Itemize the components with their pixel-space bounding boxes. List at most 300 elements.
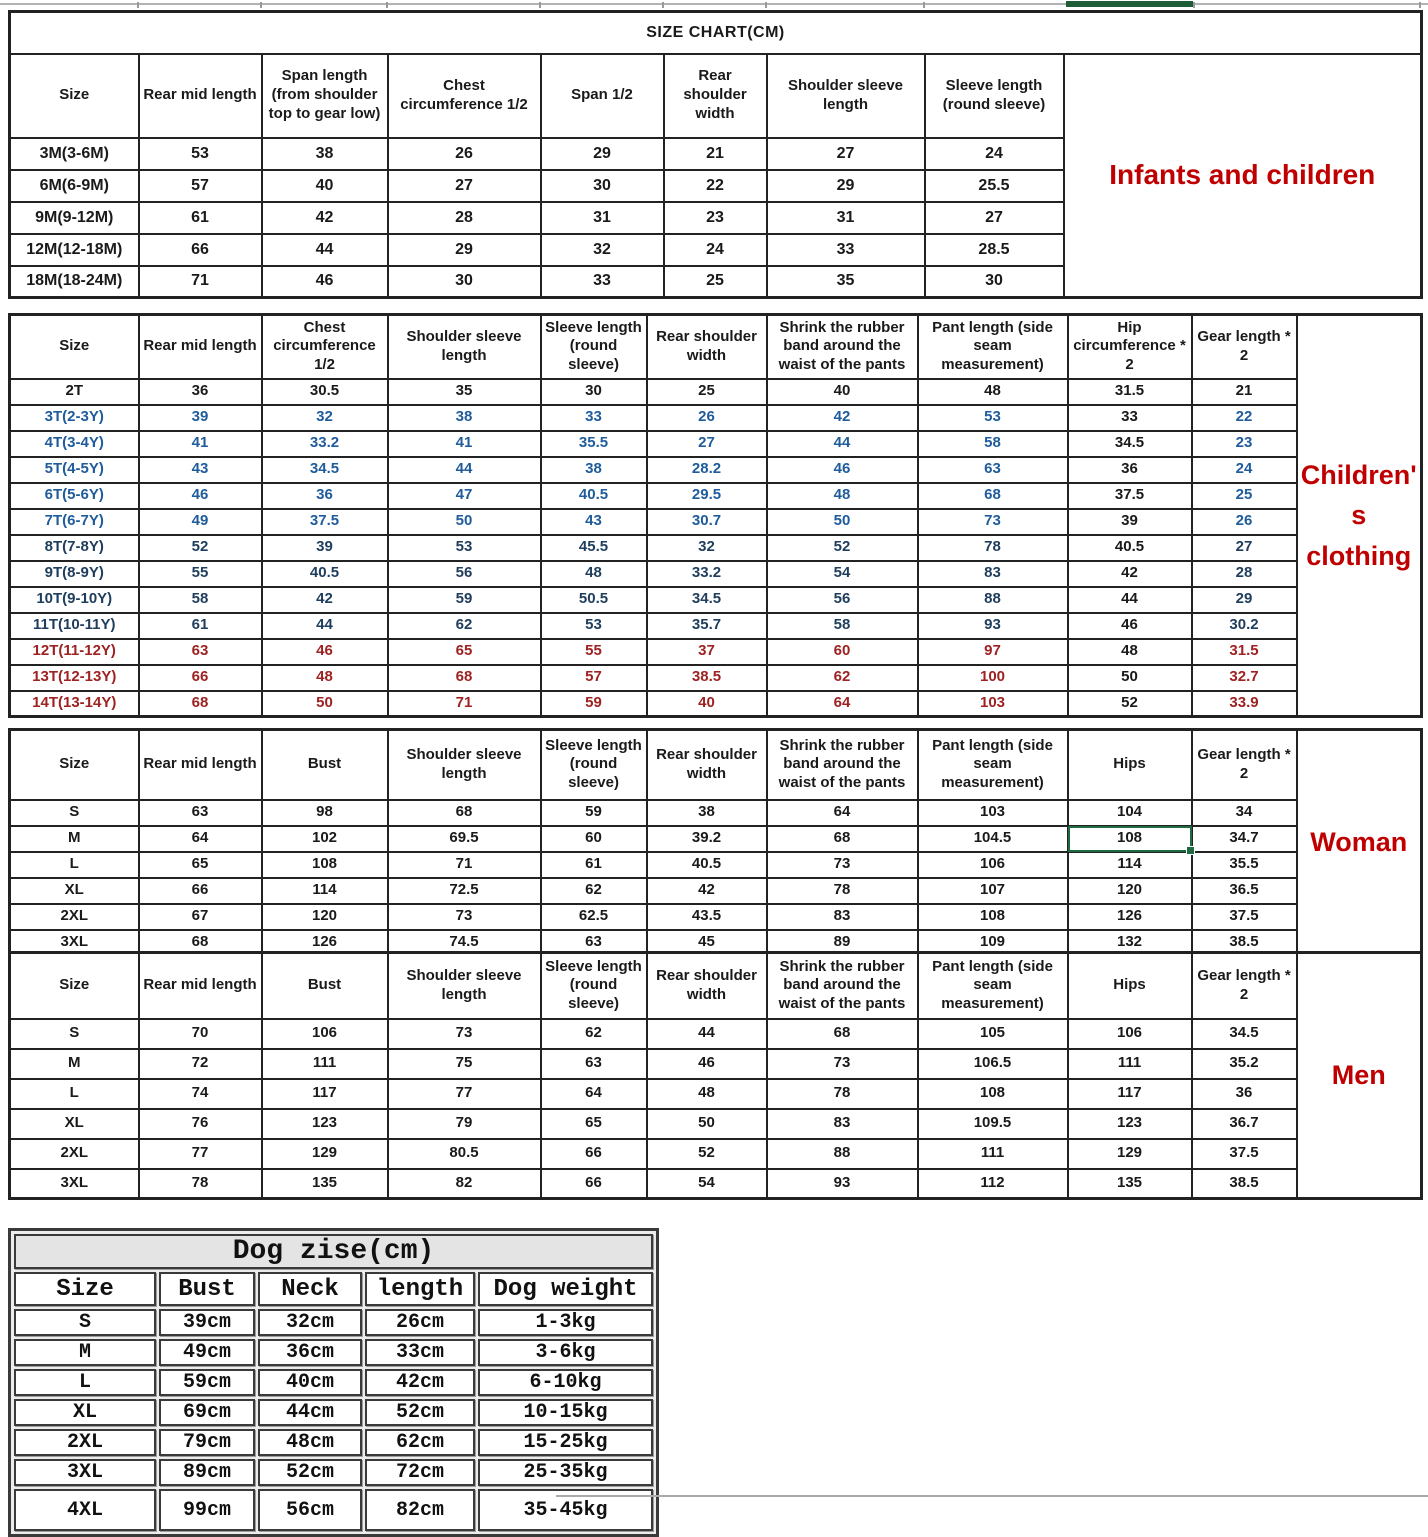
data-cell: 50 <box>647 1109 767 1139</box>
row-size-label: 11T(10-11Y) <box>10 613 139 639</box>
data-cell: 32 <box>541 234 664 266</box>
data-cell: 72.5 <box>388 878 541 904</box>
column-header: Neck <box>258 1272 362 1306</box>
data-cell: 117 <box>262 1079 388 1109</box>
data-cell: 29 <box>1192 587 1297 613</box>
data-cell: 31.5 <box>1192 639 1297 665</box>
data-cell: 62 <box>541 878 647 904</box>
row-size-label: S <box>10 1019 139 1049</box>
data-cell: 60 <box>767 639 918 665</box>
children-size-table <box>8 313 1423 718</box>
data-cell: 34.7 <box>1192 826 1297 852</box>
data-cell: 36.7 <box>1192 1109 1297 1139</box>
column-header: Hip circumference * 2 <box>1068 315 1192 379</box>
data-cell: 38.5 <box>1192 930 1297 956</box>
data-cell: 53 <box>139 138 262 170</box>
data-cell: 46 <box>1068 613 1192 639</box>
data-cell: 68 <box>388 800 541 826</box>
data-cell: 50.5 <box>541 587 647 613</box>
woman-size-table <box>8 728 1423 957</box>
data-cell: 21 <box>664 138 767 170</box>
data-cell: 40.5 <box>262 561 388 587</box>
data-cell: 73 <box>767 852 918 878</box>
data-cell: 72cm <box>365 1459 475 1486</box>
infants-size-table <box>8 10 1423 299</box>
row-size-label: 8T(7-8Y) <box>10 535 139 561</box>
data-cell: 37.5 <box>1192 1139 1297 1169</box>
data-cell: 61 <box>541 852 647 878</box>
data-cell: 88 <box>767 1139 918 1169</box>
column-header: Sleeve length (round sleeve) <box>925 54 1064 138</box>
data-cell: 36cm <box>258 1339 362 1366</box>
data-cell: 74.5 <box>388 930 541 956</box>
row-size-label: 3XL <box>10 930 139 956</box>
row-size-label: S <box>14 1309 156 1336</box>
data-cell: 41 <box>388 431 541 457</box>
data-cell: 68 <box>918 483 1068 509</box>
row-size-label: 5T(4-5Y) <box>10 457 139 483</box>
data-cell: 23 <box>664 202 767 234</box>
data-cell: 103 <box>918 800 1068 826</box>
data-cell: 58 <box>139 587 262 613</box>
data-cell: 104 <box>1068 800 1192 826</box>
table-title: SIZE CHART(CM) <box>10 12 1422 54</box>
data-cell: 40.5 <box>647 852 767 878</box>
data-cell: 30 <box>541 379 647 405</box>
data-cell: 37.5 <box>1068 483 1192 509</box>
data-cell: 68 <box>767 1019 918 1049</box>
data-cell: 32cm <box>258 1309 362 1336</box>
column-tick <box>539 2 541 8</box>
data-cell: 24 <box>925 138 1064 170</box>
data-cell: 123 <box>1068 1109 1192 1139</box>
row-size-label: 3XL <box>10 1169 139 1199</box>
data-cell: 63 <box>541 1049 647 1079</box>
data-cell: 48 <box>767 483 918 509</box>
row-size-label: 3T(2-3Y) <box>10 405 139 431</box>
data-cell: 42 <box>262 587 388 613</box>
column-header: Hips <box>1068 730 1192 800</box>
data-cell: 40cm <box>258 1369 362 1396</box>
data-cell: 59 <box>541 691 647 717</box>
data-cell: 52 <box>139 535 262 561</box>
section-label: Children's clothing <box>1297 315 1422 717</box>
row-size-label: 18M(18-24M) <box>10 266 139 298</box>
row-size-label: 3XL <box>14 1459 156 1486</box>
data-cell: 93 <box>767 1169 918 1199</box>
row-size-label: M <box>10 1049 139 1079</box>
data-cell: 66 <box>139 665 262 691</box>
selected-column-indicator <box>1066 1 1193 7</box>
column-header: Rear shoulder width <box>647 315 767 379</box>
data-cell: 63 <box>139 639 262 665</box>
data-cell: 30 <box>925 266 1064 298</box>
data-cell: 126 <box>262 930 388 956</box>
data-cell: 66 <box>139 234 262 266</box>
data-cell: 68 <box>139 930 262 956</box>
data-cell: 109 <box>918 930 1068 956</box>
data-cell: 64 <box>767 800 918 826</box>
column-header: Shrink the rubber band around the waist of the pants <box>767 730 918 800</box>
data-cell: 53 <box>388 535 541 561</box>
data-cell: 40 <box>262 170 388 202</box>
bottom-gridline <box>556 1495 1428 1497</box>
data-cell: 73 <box>388 904 541 930</box>
data-cell: 63 <box>918 457 1068 483</box>
data-cell: 120 <box>1068 878 1192 904</box>
row-size-label: XL <box>10 1109 139 1139</box>
row-size-label: 14T(13-14Y) <box>10 691 139 717</box>
data-cell: 61 <box>139 613 262 639</box>
column-header: Pant length (side seam measurement) <box>918 730 1068 800</box>
data-cell: 33 <box>541 405 647 431</box>
column-header: Sleeve length (round sleeve) <box>541 315 647 379</box>
data-cell: 65 <box>541 1109 647 1139</box>
data-cell: 61 <box>139 202 262 234</box>
data-cell: 73 <box>767 1049 918 1079</box>
data-cell: 56 <box>767 587 918 613</box>
column-header: Chest circumference 1/2 <box>388 54 541 138</box>
data-cell: 78 <box>918 535 1068 561</box>
data-cell: 32.7 <box>1192 665 1297 691</box>
data-cell: 49cm <box>159 1339 255 1366</box>
data-cell: 54 <box>647 1169 767 1199</box>
row-size-label: 9M(9-12M) <box>10 202 139 234</box>
data-cell: 79cm <box>159 1429 255 1456</box>
data-cell: 38 <box>388 405 541 431</box>
data-cell: 56 <box>388 561 541 587</box>
data-cell: 67 <box>139 904 262 930</box>
data-cell: 66 <box>541 1139 647 1169</box>
data-cell: 93 <box>918 613 1068 639</box>
data-cell: 111 <box>1068 1049 1192 1079</box>
data-cell: 111 <box>262 1049 388 1079</box>
row-size-label: 3M(3-6M) <box>10 138 139 170</box>
data-cell: 82 <box>388 1169 541 1199</box>
column-tick <box>386 2 388 8</box>
row-size-label: 6T(5-6Y) <box>10 483 139 509</box>
data-cell: 69.5 <box>388 826 541 852</box>
data-cell: 36 <box>139 379 262 405</box>
data-cell: 28 <box>388 202 541 234</box>
data-cell: 1-3kg <box>478 1309 653 1336</box>
data-cell: 48 <box>541 561 647 587</box>
data-cell: 64 <box>139 826 262 852</box>
data-cell: 50 <box>1068 665 1192 691</box>
column-header: Shrink the rubber band around the waist of the pants <box>767 315 918 379</box>
data-cell: 50 <box>262 691 388 717</box>
data-cell: 52 <box>647 1139 767 1169</box>
data-cell: 77 <box>388 1079 541 1109</box>
data-cell: 27 <box>647 431 767 457</box>
row-size-label: 7T(6-7Y) <box>10 509 139 535</box>
data-cell: 102 <box>262 826 388 852</box>
data-cell: 39 <box>1068 509 1192 535</box>
data-cell: 30.5 <box>262 379 388 405</box>
data-cell: 52 <box>767 535 918 561</box>
data-cell: 35.5 <box>1192 852 1297 878</box>
data-cell: 99cm <box>159 1489 255 1531</box>
data-cell: 34 <box>1192 800 1297 826</box>
row-size-label: 12M(12-18M) <box>10 234 139 266</box>
data-cell: 34.5 <box>647 587 767 613</box>
row-size-label: 2XL <box>10 1139 139 1169</box>
data-cell: 38 <box>262 138 388 170</box>
data-cell: 123 <box>262 1109 388 1139</box>
data-cell: 73 <box>388 1019 541 1049</box>
row-size-label: 10T(9-10Y) <box>10 587 139 613</box>
data-cell: 33.9 <box>1192 691 1297 717</box>
data-cell: 62 <box>541 1019 647 1049</box>
data-cell: 38 <box>647 800 767 826</box>
data-cell: 88 <box>918 587 1068 613</box>
data-cell: 42 <box>767 405 918 431</box>
data-cell: 48 <box>1068 639 1192 665</box>
column-header: Pant length (side seam measurement) <box>918 953 1068 1019</box>
data-cell: 25-35kg <box>478 1459 653 1486</box>
data-cell: 62.5 <box>541 904 647 930</box>
section-label: Infants and children <box>1064 54 1422 298</box>
data-cell: 64 <box>541 1079 647 1109</box>
data-cell: 36.5 <box>1192 878 1297 904</box>
dog-size-table <box>8 1228 659 1537</box>
column-tick <box>260 2 262 8</box>
data-cell: 43.5 <box>647 904 767 930</box>
data-cell: 48 <box>262 665 388 691</box>
row-size-label: 9T(8-9Y) <box>10 561 139 587</box>
data-cell: 78 <box>767 1079 918 1109</box>
data-cell: 80.5 <box>388 1139 541 1169</box>
data-cell: 40 <box>647 691 767 717</box>
column-header: Rear mid length <box>139 953 262 1019</box>
data-cell: 126 <box>1068 904 1192 930</box>
data-cell: 42cm <box>365 1369 475 1396</box>
data-cell: 21 <box>1192 379 1297 405</box>
data-cell: 33.2 <box>647 561 767 587</box>
row-size-label: L <box>10 852 139 878</box>
data-cell: 63 <box>541 930 647 956</box>
data-cell: 26 <box>388 138 541 170</box>
data-cell: 117 <box>1068 1079 1192 1109</box>
column-header: Size <box>10 54 139 138</box>
data-cell: 44 <box>388 457 541 483</box>
data-cell: 74 <box>139 1079 262 1109</box>
row-size-label: 2XL <box>10 904 139 930</box>
data-cell: 106 <box>918 852 1068 878</box>
data-cell: 57 <box>139 170 262 202</box>
data-cell: 35.2 <box>1192 1049 1297 1079</box>
data-cell: 50 <box>388 509 541 535</box>
column-header: Gear length * 2 <box>1192 315 1297 379</box>
data-cell: 31.5 <box>1068 379 1192 405</box>
data-cell: 47 <box>388 483 541 509</box>
data-cell: 27 <box>925 202 1064 234</box>
data-cell: 42 <box>647 878 767 904</box>
data-cell: 66 <box>541 1169 647 1199</box>
data-cell: 26cm <box>365 1309 475 1336</box>
row-size-label: XL <box>10 878 139 904</box>
column-header: Hips <box>1068 953 1192 1019</box>
data-cell: 32 <box>647 535 767 561</box>
column-header: Sleeve length (round sleeve) <box>541 730 647 800</box>
data-cell: 77 <box>139 1139 262 1169</box>
data-cell: 45.5 <box>541 535 647 561</box>
column-header: Shrink the rubber band around the waist of the pants <box>767 953 918 1019</box>
data-cell: 52 <box>1068 691 1192 717</box>
data-cell: 59cm <box>159 1369 255 1396</box>
column-tick <box>1419 2 1421 8</box>
data-cell: 62cm <box>365 1429 475 1456</box>
data-cell: 56cm <box>258 1489 362 1531</box>
data-cell: 59 <box>388 587 541 613</box>
data-cell: 83 <box>767 904 918 930</box>
data-cell: 66 <box>139 878 262 904</box>
column-header: Shoulder sleeve length <box>767 54 925 138</box>
data-cell: 54 <box>767 561 918 587</box>
column-header: Span length (from shoulder top to gear low) <box>262 54 388 138</box>
data-cell: 35.7 <box>647 613 767 639</box>
column-header: Pant length (side seam measurement) <box>918 315 1068 379</box>
data-cell: 58 <box>918 431 1068 457</box>
data-cell: 36 <box>1068 457 1192 483</box>
data-cell: 31 <box>541 202 664 234</box>
data-cell: 69cm <box>159 1399 255 1426</box>
data-cell: 106 <box>1068 1019 1192 1049</box>
data-cell: 34.5 <box>1068 431 1192 457</box>
data-cell: 48 <box>647 1079 767 1109</box>
row-size-label: 4XL <box>14 1489 156 1531</box>
data-cell: 89 <box>767 930 918 956</box>
data-cell: 71 <box>388 852 541 878</box>
data-cell: 62 <box>388 613 541 639</box>
row-size-label: 12T(11-12Y) <box>10 639 139 665</box>
data-cell: 42 <box>1068 561 1192 587</box>
data-cell: 100 <box>918 665 1068 691</box>
data-cell: 98 <box>262 800 388 826</box>
data-cell: 28.2 <box>647 457 767 483</box>
data-cell: 83 <box>918 561 1068 587</box>
data-cell: 78 <box>767 878 918 904</box>
row-size-label: 6M(6-9M) <box>10 170 139 202</box>
column-header: Size <box>10 315 139 379</box>
column-header: Rear mid length <box>139 315 262 379</box>
data-cell: 72 <box>139 1049 262 1079</box>
data-cell: 44 <box>1068 587 1192 613</box>
data-cell: 38 <box>541 457 647 483</box>
data-cell: 33cm <box>365 1339 475 1366</box>
data-cell: 135 <box>1068 1169 1192 1199</box>
column-tick <box>137 2 139 8</box>
data-cell: 43 <box>139 457 262 483</box>
data-cell: 89cm <box>159 1459 255 1486</box>
column-header: Dog weight <box>478 1272 653 1306</box>
column-header: Gear length * 2 <box>1192 730 1297 800</box>
table-title: Dog zise(cm) <box>14 1234 653 1269</box>
data-cell: 39 <box>262 535 388 561</box>
data-cell: 39 <box>139 405 262 431</box>
data-cell: 44 <box>647 1019 767 1049</box>
data-cell: 32 <box>262 405 388 431</box>
column-header: Bust <box>262 953 388 1019</box>
data-cell: 114 <box>262 878 388 904</box>
row-size-label: M <box>14 1339 156 1366</box>
data-cell: 39cm <box>159 1309 255 1336</box>
data-cell: 55 <box>139 561 262 587</box>
column-header: Rear shoulder width <box>647 953 767 1019</box>
data-cell: 33 <box>541 266 664 298</box>
data-cell: 44cm <box>258 1399 362 1426</box>
data-cell: 26 <box>1192 509 1297 535</box>
data-cell: 39.2 <box>647 826 767 852</box>
data-cell: 52cm <box>258 1459 362 1486</box>
data-cell: 43 <box>541 509 647 535</box>
data-cell: 24 <box>664 234 767 266</box>
data-cell: 114 <box>1068 852 1192 878</box>
data-cell: 27 <box>1192 535 1297 561</box>
data-cell: 40.5 <box>541 483 647 509</box>
data-cell: 82cm <box>365 1489 475 1531</box>
data-cell: 40.5 <box>1068 535 1192 561</box>
data-cell: 30.2 <box>1192 613 1297 639</box>
data-cell: 108 <box>918 1079 1068 1109</box>
data-cell: 71 <box>139 266 262 298</box>
data-cell: 57 <box>541 665 647 691</box>
column-header: Gear length * 2 <box>1192 953 1297 1019</box>
data-cell: 44 <box>262 613 388 639</box>
data-cell: 41 <box>139 431 262 457</box>
column-header: Chest circumference 1/2 <box>262 315 388 379</box>
data-cell: 46 <box>647 1049 767 1079</box>
data-cell: 46 <box>262 639 388 665</box>
column-tick <box>765 2 767 8</box>
section-label: Woman <box>1297 730 1422 956</box>
data-cell: 35 <box>767 266 925 298</box>
data-cell: 70 <box>139 1019 262 1049</box>
data-cell: 53 <box>918 405 1068 431</box>
data-cell: 29 <box>388 234 541 266</box>
row-size-label: S <box>10 800 139 826</box>
data-cell: 106 <box>262 1019 388 1049</box>
data-cell: 78 <box>139 1169 262 1199</box>
data-cell: 42 <box>262 202 388 234</box>
row-size-label: 4T(3-4Y) <box>10 431 139 457</box>
data-cell: 58 <box>767 613 918 639</box>
data-cell: 24 <box>1192 457 1297 483</box>
column-header: Bust <box>159 1272 255 1306</box>
row-size-label: L <box>14 1369 156 1396</box>
data-cell: 65 <box>388 639 541 665</box>
data-cell: 68 <box>388 665 541 691</box>
data-cell: 38.5 <box>1192 1169 1297 1199</box>
data-cell: 132 <box>1068 930 1192 956</box>
row-size-label: 13T(12-13Y) <box>10 665 139 691</box>
data-cell: 76 <box>139 1109 262 1139</box>
column-header: Rear mid length <box>139 730 262 800</box>
column-header: Size <box>10 953 139 1019</box>
data-cell: 37 <box>647 639 767 665</box>
data-cell: 46 <box>767 457 918 483</box>
row-size-label: L <box>10 1079 139 1109</box>
data-cell: 49 <box>139 509 262 535</box>
data-cell: 103 <box>918 691 1068 717</box>
data-cell: 55 <box>541 639 647 665</box>
data-cell: 34.5 <box>1192 1019 1297 1049</box>
data-cell: 27 <box>388 170 541 202</box>
data-cell: 25 <box>664 266 767 298</box>
data-cell: 26 <box>647 405 767 431</box>
data-cell: 62 <box>767 665 918 691</box>
data-cell: 28 <box>1192 561 1297 587</box>
